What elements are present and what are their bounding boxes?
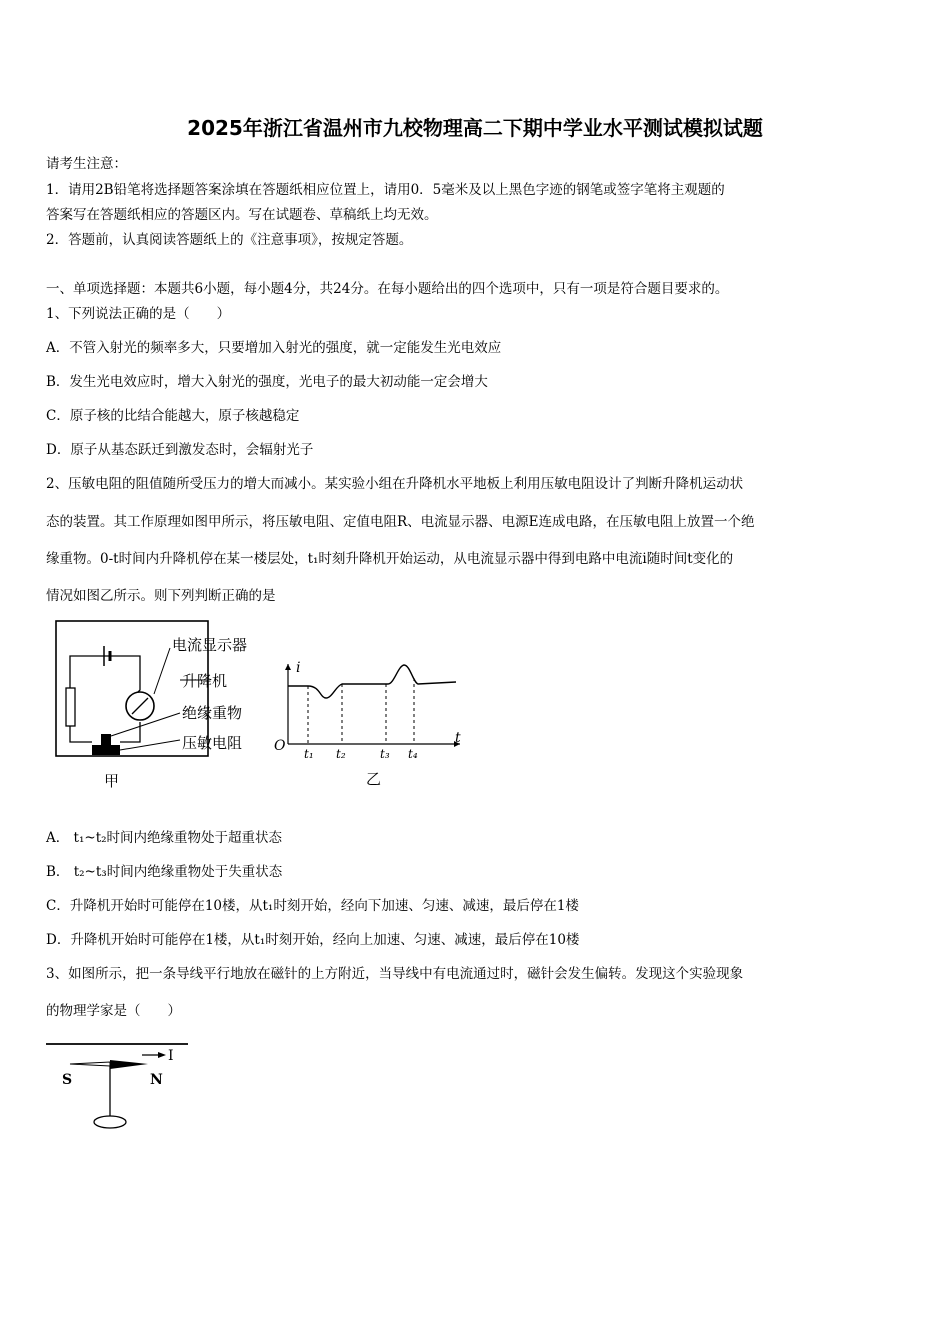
q2-stem-1: 2、压敏电阻的阻值随所受压力的增大而减小。某实验小组在升降机水平地板上利用压敏电阻设计了判断升降机运动状 <box>46 476 744 492</box>
q2-option-c: C．升降机开始时可能停在10楼，从t₁时刻开始，经向下加速、匀速、减速，最后停在1楼 <box>46 898 579 914</box>
tick-t3: t₃ <box>380 747 390 761</box>
south-label: S <box>62 1072 73 1088</box>
current-curve <box>288 665 456 698</box>
tick-t1: t₁ <box>304 747 314 761</box>
fixed-resistor <box>66 688 75 726</box>
tick-t4: t₄ <box>408 747 418 761</box>
label-elevator: 升降机 <box>182 672 228 690</box>
insulating-weight <box>101 734 111 745</box>
circuit-figure-jia <box>52 618 262 798</box>
leader-line-ammeter <box>154 648 170 694</box>
current-axis-arrow <box>285 664 291 670</box>
page-title: 2025年浙江省温州市九校物理高二下期中学业水平测试模拟试题 <box>187 116 763 140</box>
label-pressure-resistor: 压敏电阻 <box>182 734 243 752</box>
section-heading: 一、单项选择题：本题共6小题，每小题4分，共24分。在每小题给出的四个选项中，只有一项是符合题目要求的。 <box>46 281 729 297</box>
q2-option-b: B． t₂~t₃时间内绝缘重物处于失重状态 <box>46 864 283 880</box>
q3-stem-1: 3、如图所示，把一条导线平行地放在磁针的上方附近，当导线中有电流通过时，磁针会发生偏转。发现这个实验现象 <box>46 966 744 982</box>
q2-stem-3: 缘重物。0-t时间内升降机停在某一楼层处，t₁时刻升降机开始运动，从电流显示器中得到电路中电流i随时间t变化的 <box>46 551 734 567</box>
q2-option-d: D．升降机开始时可能停在1楼，从t₁时刻开始，经向上加速、匀速、减速，最后停在10楼 <box>46 932 580 948</box>
q1-option-a: A．不管入射光的频率多大，只要增加入射光的强度，就一定能发生光电效应 <box>46 340 502 356</box>
current-arrow-icon <box>158 1052 166 1058</box>
time-axis-label: t <box>455 730 461 746</box>
caption-jia: 甲 <box>104 772 120 790</box>
magnet-needle-figure <box>44 1036 194 1136</box>
circuit-wire-left <box>70 726 92 742</box>
caption-yi: 乙 <box>366 770 382 788</box>
label-weight: 绝缘重物 <box>182 704 243 722</box>
q3-stem-2: 的物理学家是（ ） <box>46 1003 181 1019</box>
circuit-wire-top <box>70 656 140 698</box>
notice-line-2: 2．答题前，认真阅读答题纸上的《注意事项》，按规定答题。 <box>46 232 413 248</box>
current-axis-label: i <box>296 660 301 676</box>
notice-line-1b: 答案写在答题纸相应的答题区内。写在试题卷、草稿纸上均无效。 <box>46 207 438 223</box>
notice-heading: 请考生注意： <box>46 156 127 172</box>
q2-stem-4: 情况如图乙所示。则下列判断正确的是 <box>46 588 276 604</box>
current-label: I <box>168 1048 174 1064</box>
q1-option-d: D．原子从基态跃迁到激发态时，会辐射光子 <box>46 442 314 458</box>
current-graph-yi <box>270 652 470 792</box>
north-label: N <box>150 1072 163 1088</box>
needle-north-half <box>110 1060 148 1069</box>
needle-south-half <box>70 1062 110 1066</box>
origin-label: O <box>274 738 286 754</box>
q1-option-b: B．发生光电效应时，增大入射光的强度，光电子的最大初动能一定会增大 <box>46 374 488 390</box>
notice-line-1a: 1．请用2B铅笔将选择题答案涂填在答题纸相应位置上，请用0．5毫米及以上黑色字迹的钢笔或签字笔将主观题的 <box>46 182 725 198</box>
q2-stem-2: 态的装置。其工作原理如图甲所示，将压敏电阻、定值电阻R、电流显示器、电源E连成电路，在压敏电阻上放置一个绝 <box>46 514 755 530</box>
q2-option-a: A． t₁~t₂时间内绝缘重物处于超重状态 <box>46 830 283 846</box>
needle-base <box>94 1116 126 1128</box>
tick-t2: t₂ <box>336 747 346 761</box>
q1-option-c: C．原子核的比结合能越大，原子核越稳定 <box>46 408 300 424</box>
q1-stem: 1、下列说法正确的是（ ） <box>46 306 231 322</box>
pressure-resistor <box>92 745 120 755</box>
label-ammeter: 电流显示器 <box>172 636 248 654</box>
